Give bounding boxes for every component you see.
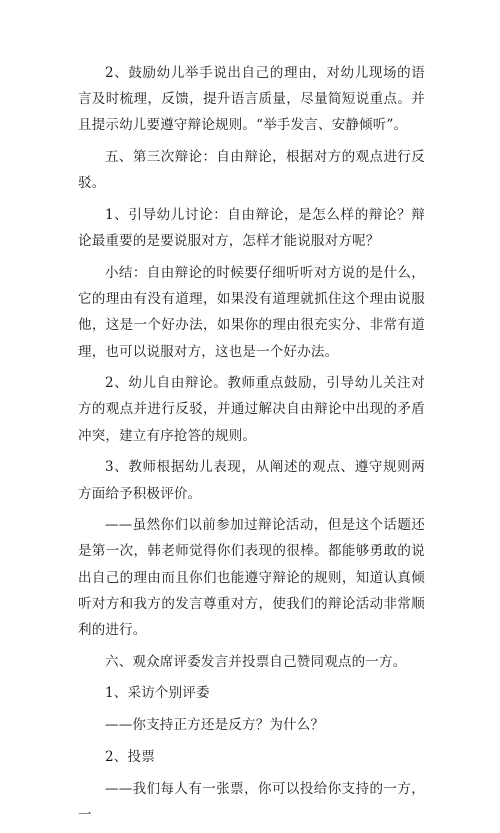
paragraph-teacher-praise: ——虽然你们以前参加过辩论活动，但是这个话题还是第一次，韩老师觉得你们表现的很棒。都能够勇敢的说出自己的理由而且你们也能遵守辩论的规则，知道认真倾听对方和我方的发言尊重对方，使我们的辩论活动非常顺利的进行。 <box>78 517 425 639</box>
paragraph-interview-judges: 1、采访个别评委 <box>105 685 210 702</box>
paragraph-voting-detail: ——我们每人有一张票，你可以投给你支持的一方，一 <box>78 780 425 823</box>
paragraph-free-debate: 2、幼儿自由辩论。教师重点鼓励，引导幼儿关注对方的观点并进行反驳，并通过解决自由辩论中出现的矛盾冲突，建立有序抢答的规则。 <box>78 375 425 444</box>
paragraph-teacher-evaluation: 3、教师根据幼儿表现，从阐述的观点、遵守规则两方面给予积极评价。 <box>78 459 425 502</box>
paragraph-interview-question: ——你支持正方还是反方？为什么？ <box>105 717 325 734</box>
heading-third-debate: 五、第三次辩论：自由辩论，根据对方的观点进行反驳。 <box>78 149 425 192</box>
heading-audience-vote: 六、观众席评委发言并投票自己赞同观点的一方。 <box>105 653 407 670</box>
paragraph-encourage-reasons: 2、鼓励幼儿举手说出自己的理由，对幼儿现场的语言及时梳理，反馈，提升语言质量，尽量简短说重点。并且提示幼儿要遵守辩论规则。“举手发言、安静倾听”。 <box>78 65 425 134</box>
paragraph-guide-discussion: 1、引导幼儿讨论：自由辩论，是怎么样的辩论？辩论最重要的是要说服对方，怎样才能说服对方呢？ <box>78 207 425 250</box>
paragraph-summary: 小结：自由辩论的时候要仔细听听对方说的是什么，它的理由有没有道理，如果没有道理就抓住这个理由说服他，这是一个好办法，如果你的理由很充实分、非常有道理，也可以说服对方，这也是一个好办法。 <box>78 264 425 360</box>
document-body <box>78 60 425 833</box>
paragraph-voting: 2、投票 <box>105 748 155 765</box>
